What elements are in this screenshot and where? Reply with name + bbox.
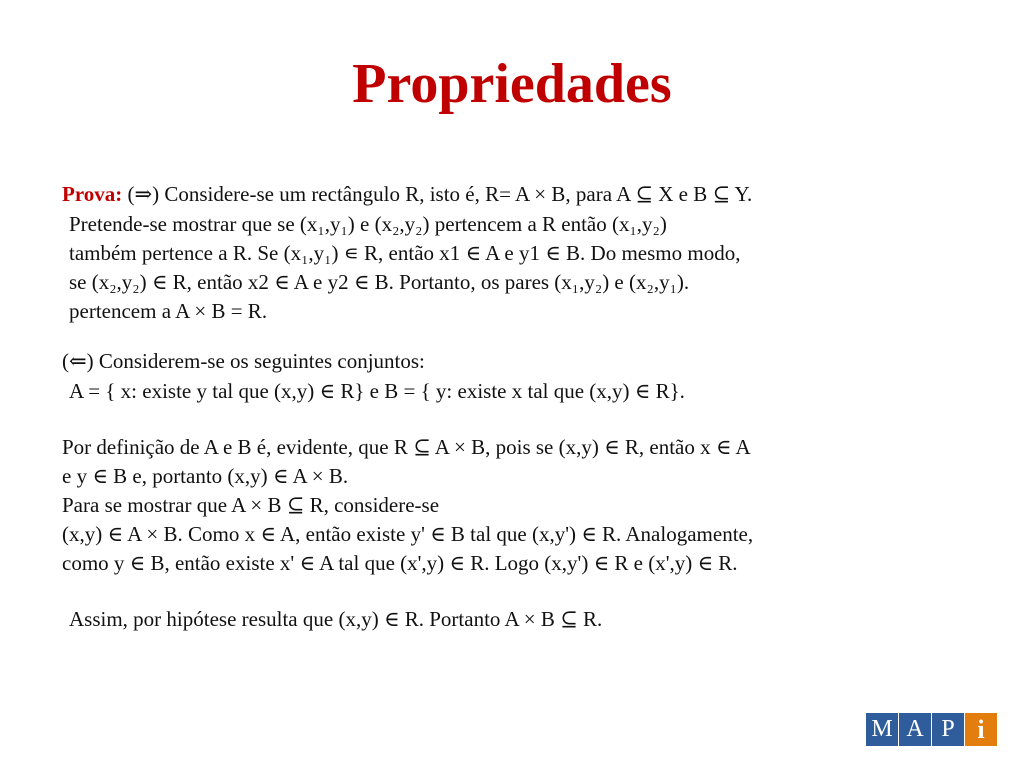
text-line: Por definição de A e B é, evidente, que R ⊆ A × B, pois se (x,y) ∈ R, então x ∈ A <box>62 435 751 459</box>
text-line: e y ∈ B e, portanto (x,y) ∈ A × B. <box>62 464 349 488</box>
logo-letter-p: P <box>932 713 964 746</box>
proof-label: Prova: <box>62 182 123 206</box>
text-line: (⇒) Considere-se um rectângulo R, isto é, R= A × B, para A ⊆ X e B ⊆ Y. <box>127 182 753 206</box>
mapi-logo <box>866 713 998 746</box>
logo-letter-a: A <box>899 713 931 746</box>
text-line: (x,y) ∈ A × B. Como x ∈ A, então existe y' ∈ B tal que (x,y') ∈ R. Analogamente, <box>62 522 754 546</box>
text-line: como y ∈ B, então existe x' ∈ A tal que (x',y) ∈ R. Logo (x,y') ∈ R e (x',y) ∈ R. <box>62 551 738 575</box>
text-line: Para se mostrar que A × B ⊆ R, considere-se <box>62 493 440 517</box>
logo-letter-m: M <box>866 713 898 746</box>
text-line: Pretende-se mostrar que se (x₁,y₁) e (x₂,y₂) pertencem a R então (x₁,y₂) <box>69 212 667 236</box>
proof-first-line <box>62 179 752 209</box>
text-line: A = { x: existe y tal que (x,y) ∈ R} e B = { y: existe x tal que (x,y) ∈ R}. <box>69 379 685 403</box>
text-line: pertencem a A × B = R. <box>69 299 268 323</box>
text-line: se (x₂,y₂) ∈ R, então x2 ∈ A e y2 ∈ B. Portanto, os pares (x₁,y₂) e (x₂,y₁). <box>69 270 690 294</box>
text-line: (⇐) Considerem-se os seguintes conjuntos: <box>62 349 425 373</box>
slide-title: Propriedades <box>352 53 672 115</box>
text-line: Assim, por hipótese resulta que (x,y) ∈ R. Portanto A × B ⊆ R. <box>69 607 603 631</box>
logo-letter-i: i <box>965 713 997 746</box>
text-line: também pertence a R. Se (x₁,y₁) ∊ R, então x1 ∈ A e y1 ∈ B. Do mesmo modo, <box>69 241 741 265</box>
